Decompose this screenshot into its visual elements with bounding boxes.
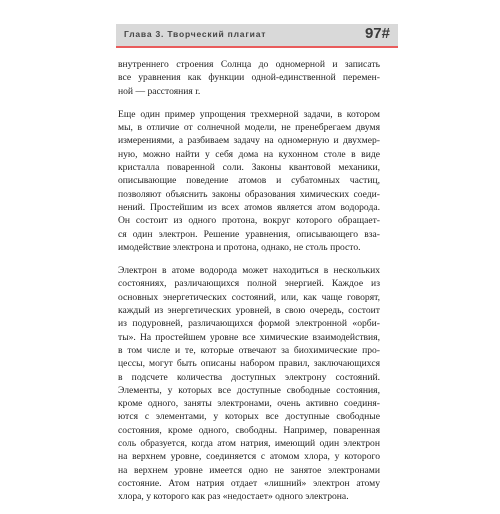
text-line: ты». На простейшем уровне все химические взаимодействия, <box>118 331 380 343</box>
text-line: позволяют объяснить законы образования химических соеди- <box>118 188 380 200</box>
text-line: внутреннего строения Солнца до одномерной и записать <box>118 59 380 70</box>
text-line: каждый из энергетических уровней, в свою очередь, состоит <box>118 305 380 317</box>
text-line: в том числе и те, которые отвечают за биохимические про- <box>118 344 380 356</box>
text-line: хлора, у которого как раз «недостает» одного электрона. <box>118 491 349 503</box>
text-line: ются с элементами, у которых все доступные свободные <box>118 411 380 423</box>
text-line: ной — расстояния r. <box>118 85 201 97</box>
text-line: Еще один пример упрощения трехмерной задачи, в котором <box>118 108 380 120</box>
text-line: нений. Простейшим из всех атомов является атом водорода. <box>118 201 380 213</box>
text-line: Электрон в атоме водорода может находиться в нескольких <box>118 265 380 277</box>
text-line: состояниях, различающихся полной энергией. Каждое из <box>118 278 380 290</box>
text-line: ся один электрон. Решение уравнения, описывающего вза- <box>118 228 380 240</box>
running-head-title: Глава 3. Творческий плагиат <box>124 29 267 39</box>
text-line: на верхнем уровне имеется одно не занятое электронами <box>118 464 380 476</box>
paragraph-2 <box>118 108 380 254</box>
text-line: цессы, могут быть описаны набором правил, заключающихся <box>118 358 380 370</box>
text-line: измерениями, а разбиваем задачу на одномерную и двухмер- <box>118 135 380 147</box>
text-line: ную, можно найти у себя дома на кухонном столе в виде <box>118 148 380 160</box>
text-line: Элементы, у которых все доступные свободные состояния, <box>118 384 380 396</box>
body-text <box>118 58 380 514</box>
text-line: соль образуется, когда атом натрия, имеющий один электрон <box>118 438 380 450</box>
page-number: 97# <box>364 25 390 42</box>
running-header <box>116 24 398 48</box>
paragraph-1 <box>118 58 380 98</box>
text-line: описывающие поведение атомов и субатомных частиц, <box>118 175 380 187</box>
text-line: кроме одного, заняты электронами, очень активно соединя- <box>118 398 380 410</box>
text-line: имодействие электрона и протона, однако, не столь просто. <box>118 241 361 253</box>
text-line: в подсчете количества доступных электрону состояний. <box>118 371 380 383</box>
text-line: Он состоит из одного протона, вокруг которого обращает- <box>118 215 380 227</box>
text-line: основных энергетических состояний, или, как чаще говорят, <box>118 291 380 303</box>
text-line: все уравнения как функции одной-единственной перемен- <box>118 72 380 84</box>
text-line: состояние. Атом натрия отдает «лишний» электрон атому <box>118 477 380 489</box>
paragraph-3 <box>118 264 380 503</box>
text-line: состояния, кроме одного, свободны. Например, поваренная <box>118 424 380 436</box>
text-line: из подуровней, различающихся формой электронной «орби- <box>118 318 380 330</box>
text-line: кристалла поваренной соли. Законы квантовой механики, <box>118 162 380 174</box>
text-line: на верхнем уровне, соединяется с атомом хлора, у которого <box>118 451 380 463</box>
text-line: мы, в отличие от солнечной модели, не пренебрегаем двумя <box>118 122 380 134</box>
